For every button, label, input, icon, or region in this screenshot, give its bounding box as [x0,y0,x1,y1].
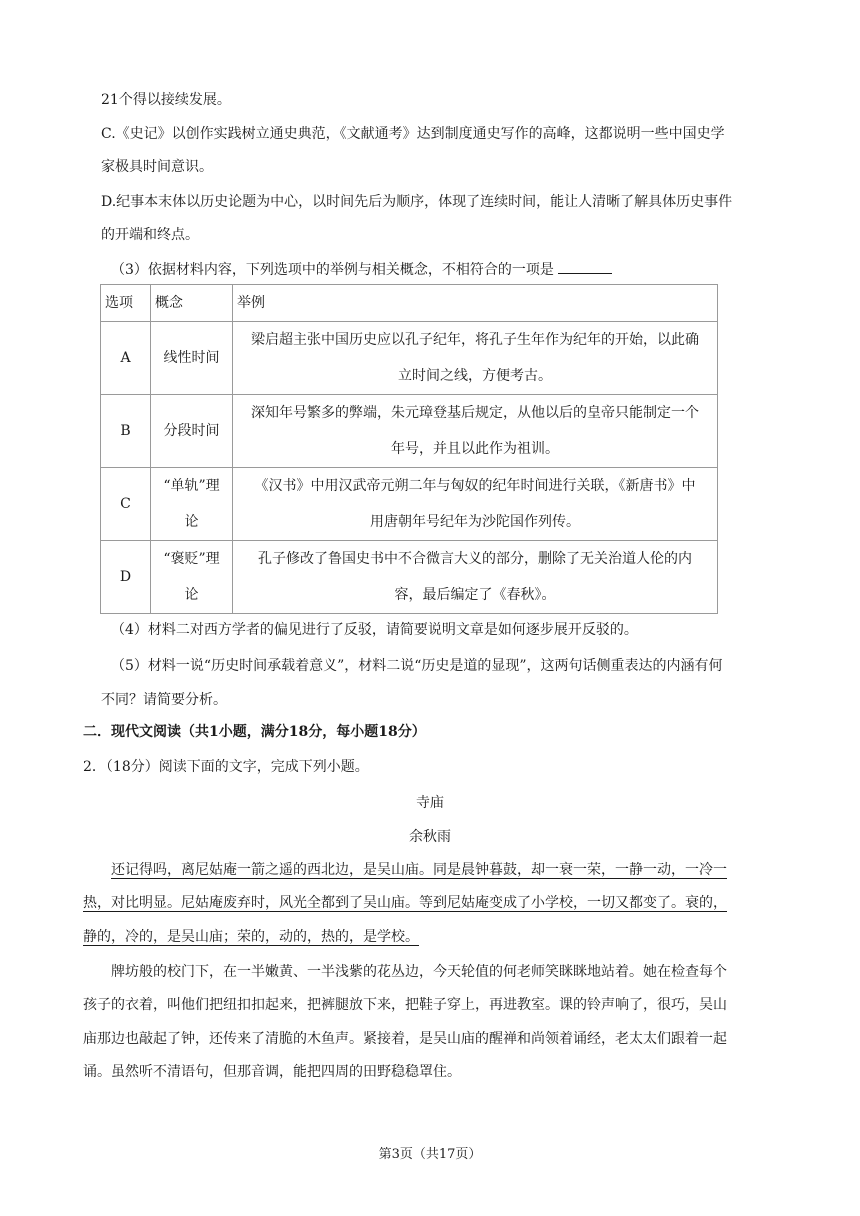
underlined-line-short [83,927,777,947]
answer-blank [558,259,612,274]
body-line: 庙那边也敲起了钟，还传来了清脆的木鱼声。紧接着，是吴山庙的醒禅和尚领着诵经，老太太们跟着一起 [83,1031,727,1047]
question-5-line1: （5）材料一说“历史时间承载着意义”，材料二说“历史是道的显现”，这两句话侧重表达的内涵有何 [111,658,723,674]
row-concept [151,541,233,614]
body-line: 诵。虽然听不清语句，但那音调，能把四周的田野稳稳罩住。 [83,1064,461,1080]
row-option: A [101,322,151,395]
option-c-line1: C.《史记》以创作实践树立通史典范，《文献通考》达到制度通史写作的高峰，这都说明一些中国史学 [101,126,725,142]
question-2: 2．（18分）阅读下面的文字，完成下列小题。 [83,759,369,775]
question-3 [101,259,777,280]
question-5-line2: 不同？请简要分析。 [101,692,227,708]
body-line: 孩子的衣着，叫他们把纽扣扣起来，把裤腿放下来，把鞋子穿上，再进教室。课的铃声响了，很巧，吴山 [83,997,727,1013]
option-d-line2: 的开端和终点。 [101,227,199,243]
underlined-line: 还记得吗，离尼姑庵一箭之遥的西北边，是吴山庙。同是晨钟暮鼓，却一衰一荣，一静一动，一冷一 [111,862,727,878]
header-example: 举例 [233,285,718,322]
row-concept [151,395,233,468]
example-line: 梁启超主张中国历史应以孔子纪年，将孔子生年作为纪年的开始，以此确 [251,332,699,348]
row-option: D [101,541,151,614]
question-3-text: （3）依据材料内容，下列选项中的举例与相关概念，不相符合的一项是 [111,262,554,278]
example-line: 年号，并且以此作为祖训。 [391,441,559,457]
row-example [233,468,718,541]
section-heading: 二．现代文阅读（共1小题，满分18分，每小题18分） [83,724,426,740]
row-example [233,322,718,395]
article-author: 余秋雨 [409,829,451,845]
option-c-line2: 家极具时间意识。 [101,159,213,175]
example-line: 立时间之线，方便考古。 [398,368,552,384]
option-d-line1: D.纪事本末体以历史论题为中心，以时间先后为顺序，体现了连续时间，能让人清晰了解具体历史事件 [101,194,733,210]
concept-table [100,284,718,614]
concept-line: 论 [184,587,199,603]
row-option: C [101,468,151,541]
page-footer: 第3页（共17页） [378,1147,482,1162]
article-title: 寺庙 [416,795,444,811]
header-option: 选项 [101,285,151,322]
table-row [101,541,718,614]
example-line: 《汉书》中用汉武帝元朔二年与匈奴的纪年时间进行关联，《新唐书》中 [254,478,696,494]
concept-line: 论 [184,514,199,530]
row-example [233,395,718,468]
table-row [101,468,718,541]
row-option: B [101,395,151,468]
example-line: 深知年号繁多的弊端，朱元璋登基后规定，从他以后的皇帝只能制定一个 [251,405,699,421]
example-line: 用唐朝年号纪年为沙陀国作列传。 [370,514,580,530]
paragraph-continuation: 21个得以接续发展。 [101,92,231,108]
table-row [101,395,718,468]
underlined-line: 热，对比明显。尼姑庵废弃时，风光全都到了吴山庙。等到尼姑庵变成了小学校，一切又都变了。衰的， [83,895,727,911]
example-line: 孔子修改了鲁国史书中不合微言大义的部分，删除了无关治道人伦的内 [258,551,692,567]
concept-line: 分段时间 [163,423,220,439]
example-line: 容，最后编定了《春秋》。 [394,587,556,603]
body-line: 牌坊般的校门下，在一半嫩黄、一半浅紫的花丛边，今天轮值的何老师笑眯眯地站着。她在检查每个 [111,964,727,980]
row-example [233,541,718,614]
concept-line: 线性时间 [163,350,220,366]
question-4: （4）材料二对西方学者的偏见进行了反驳，请简要说明文章是如何逐步展开反驳的。 [111,622,638,638]
concept-line: “褒贬”理 [163,551,220,567]
table-row [101,322,718,395]
underlined-text: 静的，冷的，是吴山庙；荣的，动的，热的，是学校。 [83,929,419,945]
row-concept [151,468,233,541]
table-header-row [101,285,718,322]
concept-line: “单轨”理 [163,478,220,494]
header-concept: 概念 [151,285,233,322]
row-concept [151,322,233,395]
